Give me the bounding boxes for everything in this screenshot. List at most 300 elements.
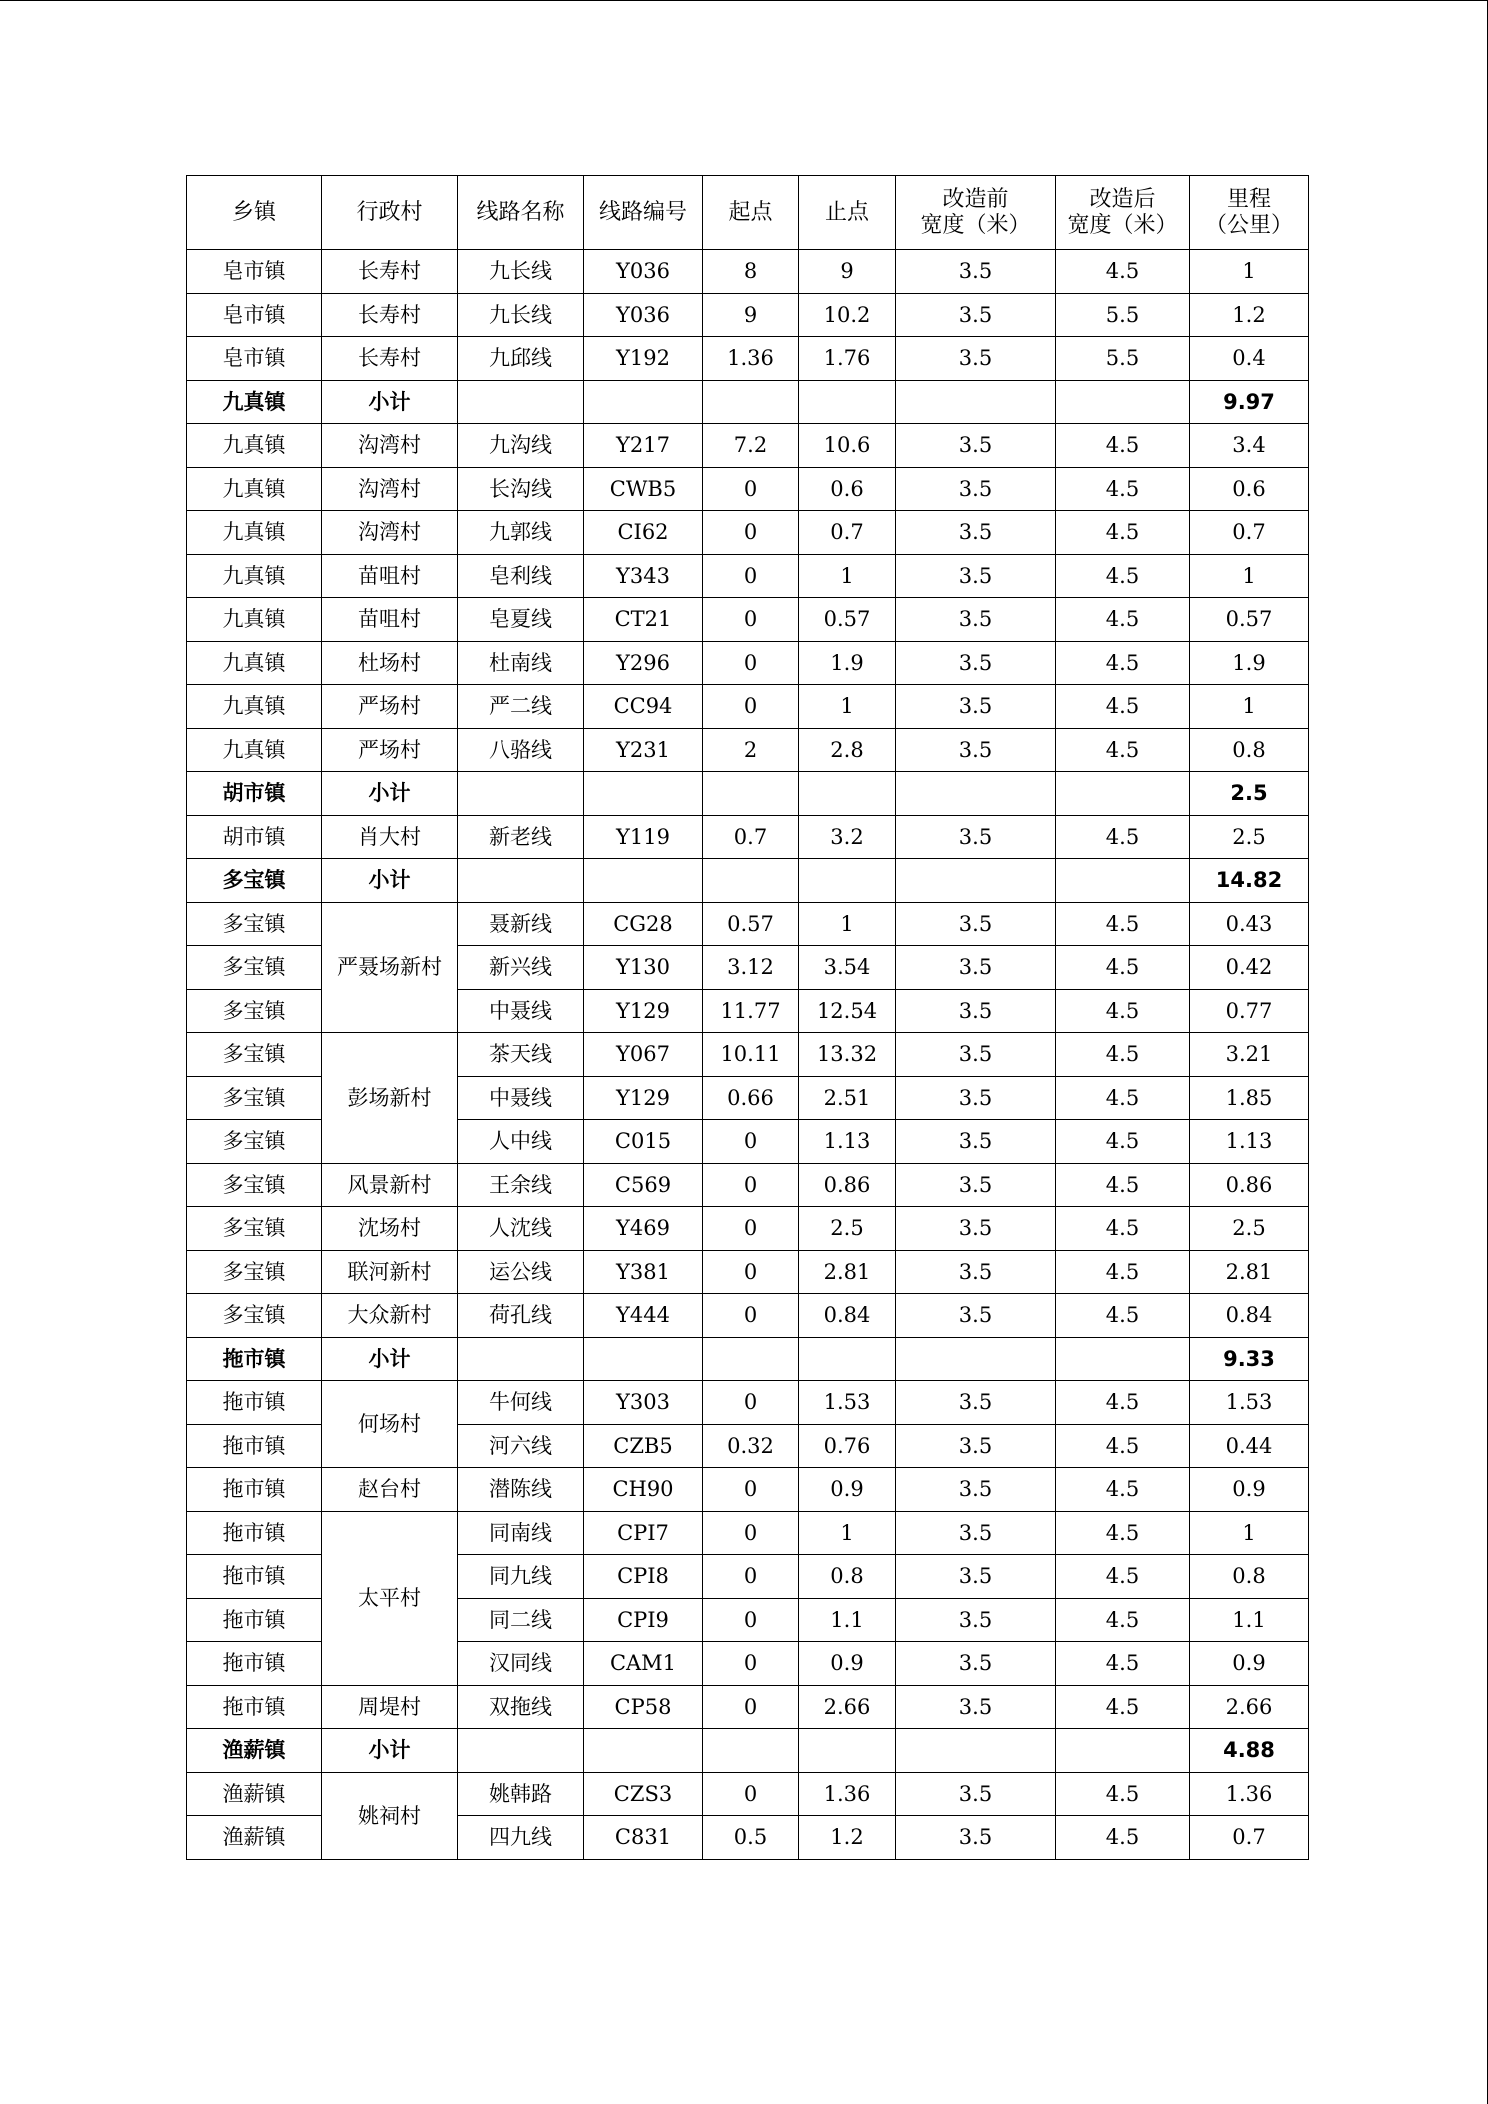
subtotal-label-cell: 小计 <box>322 380 458 424</box>
width-after-cell: 4.5 <box>1056 1816 1190 1860</box>
start-cell: 0 <box>703 1642 799 1686</box>
width-before-cell: 3.5 <box>896 1163 1056 1207</box>
subtotal-town-cell: 九真镇 <box>187 380 322 424</box>
header-label: 线路名称 <box>476 199 565 225</box>
village-cell: 肖大村 <box>322 815 458 859</box>
width-before-cell: 3.5 <box>896 467 1056 511</box>
width-before-cell: 3.5 <box>896 1772 1056 1816</box>
mileage-cell: 1.13 <box>1190 1120 1309 1164</box>
subtotal-label-cell: 小计 <box>322 1729 458 1773</box>
route-code-cell: CPI7 <box>584 1511 703 1555</box>
mileage-cell: 2.66 <box>1190 1685 1309 1729</box>
empty-cell <box>799 772 896 816</box>
start-cell: 0.66 <box>703 1076 799 1120</box>
town-cell: 胡市镇 <box>187 815 322 859</box>
town-cell: 多宝镇 <box>187 989 322 1033</box>
route-name-cell: 九郭线 <box>458 511 584 555</box>
empty-cell <box>896 859 1056 903</box>
header-route-code <box>584 176 703 250</box>
header-width-after <box>1056 176 1190 250</box>
empty-cell <box>703 1337 799 1381</box>
empty-cell <box>799 1337 896 1381</box>
subtotal-mileage-cell: 9.97 <box>1190 380 1309 424</box>
mileage-cell: 1.2 <box>1190 293 1309 337</box>
table-row <box>187 685 1309 729</box>
mileage-cell: 0.6 <box>1190 467 1309 511</box>
width-after-cell: 4.5 <box>1056 467 1190 511</box>
route-name-cell: 长沟线 <box>458 467 584 511</box>
village-cell: 长寿村 <box>322 250 458 294</box>
route-code-cell: CC94 <box>584 685 703 729</box>
table-header <box>187 176 1309 250</box>
table-row <box>187 598 1309 642</box>
route-code-cell: Y343 <box>584 554 703 598</box>
start-cell: 0 <box>703 1468 799 1512</box>
start-cell: 11.77 <box>703 989 799 1033</box>
mileage-cell: 2.81 <box>1190 1250 1309 1294</box>
end-cell: 3.54 <box>799 946 896 990</box>
width-before-cell: 3.5 <box>896 598 1056 642</box>
header-label-unit: （公里） <box>1204 212 1293 238</box>
end-cell: 1.53 <box>799 1381 896 1425</box>
town-cell: 皂市镇 <box>187 337 322 381</box>
village-cell: 长寿村 <box>322 337 458 381</box>
end-cell: 2.66 <box>799 1685 896 1729</box>
town-cell: 多宝镇 <box>187 1294 322 1338</box>
route-name-cell: 同九线 <box>458 1555 584 1599</box>
empty-cell <box>458 859 584 903</box>
route-name-cell: 新老线 <box>458 815 584 859</box>
route-code-cell: CPI8 <box>584 1555 703 1599</box>
village-cell: 联河新村 <box>322 1250 458 1294</box>
mileage-cell: 1 <box>1190 685 1309 729</box>
table-row <box>187 467 1309 511</box>
end-cell: 1.13 <box>799 1120 896 1164</box>
town-cell: 九真镇 <box>187 598 322 642</box>
route-name-cell: 河六线 <box>458 1424 584 1468</box>
route-name-cell: 王余线 <box>458 1163 584 1207</box>
route-name-cell: 双拖线 <box>458 1685 584 1729</box>
header-label: 起点 <box>728 199 773 225</box>
start-cell: 9 <box>703 293 799 337</box>
width-before-cell: 3.5 <box>896 1120 1056 1164</box>
town-cell: 拖市镇 <box>187 1685 322 1729</box>
route-code-cell: CPI9 <box>584 1598 703 1642</box>
subtotal-row <box>187 1337 1309 1381</box>
table-row <box>187 641 1309 685</box>
route-name-cell: 四九线 <box>458 1816 584 1860</box>
start-cell: 0 <box>703 467 799 511</box>
subtotal-row <box>187 1729 1309 1773</box>
village-cell: 何场村 <box>322 1381 458 1468</box>
empty-cell <box>896 772 1056 816</box>
start-cell: 0 <box>703 511 799 555</box>
width-before-cell: 3.5 <box>896 250 1056 294</box>
width-after-cell: 4.5 <box>1056 554 1190 598</box>
route-code-cell: C569 <box>584 1163 703 1207</box>
empty-cell <box>584 380 703 424</box>
town-cell: 皂市镇 <box>187 250 322 294</box>
route-code-cell: Y129 <box>584 989 703 1033</box>
end-cell: 2.81 <box>799 1250 896 1294</box>
route-name-cell: 潜陈线 <box>458 1468 584 1512</box>
end-cell: 0.6 <box>799 467 896 511</box>
end-cell: 3.2 <box>799 815 896 859</box>
width-before-cell: 3.5 <box>896 728 1056 772</box>
empty-cell <box>584 859 703 903</box>
header-row <box>187 176 1309 250</box>
village-cell: 赵台村 <box>322 1468 458 1512</box>
town-cell: 多宝镇 <box>187 1250 322 1294</box>
subtotal-mileage-cell: 4.88 <box>1190 1729 1309 1773</box>
route-name-cell: 人沈线 <box>458 1207 584 1251</box>
route-name-cell: 皂夏线 <box>458 598 584 642</box>
width-after-cell: 4.5 <box>1056 1250 1190 1294</box>
route-code-cell: Y303 <box>584 1381 703 1425</box>
route-code-cell: Y231 <box>584 728 703 772</box>
village-cell: 太平村 <box>322 1511 458 1685</box>
village-cell: 严场村 <box>322 685 458 729</box>
route-code-cell: Y067 <box>584 1033 703 1077</box>
subtotal-town-cell: 多宝镇 <box>187 859 322 903</box>
table-row <box>187 1207 1309 1251</box>
empty-cell <box>896 1729 1056 1773</box>
header-start <box>703 176 799 250</box>
town-cell: 拖市镇 <box>187 1642 322 1686</box>
width-after-cell: 4.5 <box>1056 1163 1190 1207</box>
header-town <box>187 176 322 250</box>
start-cell: 0 <box>703 1555 799 1599</box>
start-cell: 0.5 <box>703 1816 799 1860</box>
empty-cell <box>584 1337 703 1381</box>
header-mileage <box>1190 176 1309 250</box>
road-upgrade-table <box>186 175 1309 1860</box>
mileage-cell: 3.21 <box>1190 1033 1309 1077</box>
empty-cell <box>584 772 703 816</box>
table-row <box>187 1381 1309 1425</box>
start-cell: 2 <box>703 728 799 772</box>
village-cell: 风景新村 <box>322 1163 458 1207</box>
table-row <box>187 1163 1309 1207</box>
start-cell: 0 <box>703 1120 799 1164</box>
header-village <box>322 176 458 250</box>
width-before-cell: 3.5 <box>896 1381 1056 1425</box>
town-cell: 多宝镇 <box>187 1163 322 1207</box>
end-cell: 10.2 <box>799 293 896 337</box>
header-width-before <box>896 176 1056 250</box>
route-name-cell: 姚韩路 <box>458 1772 584 1816</box>
start-cell: 0 <box>703 554 799 598</box>
town-cell: 渔薪镇 <box>187 1772 322 1816</box>
route-code-cell: CH90 <box>584 1468 703 1512</box>
subtotal-row <box>187 772 1309 816</box>
mileage-cell: 0.7 <box>1190 1816 1309 1860</box>
end-cell: 1.1 <box>799 1598 896 1642</box>
village-cell: 大众新村 <box>322 1294 458 1338</box>
start-cell: 0.32 <box>703 1424 799 1468</box>
empty-cell <box>896 380 1056 424</box>
table-row <box>187 1294 1309 1338</box>
width-before-cell: 3.5 <box>896 1685 1056 1729</box>
route-code-cell: Y119 <box>584 815 703 859</box>
end-cell: 0.86 <box>799 1163 896 1207</box>
village-cell: 严场村 <box>322 728 458 772</box>
route-name-cell: 中聂线 <box>458 1076 584 1120</box>
village-cell: 周堤村 <box>322 1685 458 1729</box>
width-after-cell: 4.5 <box>1056 1120 1190 1164</box>
table-row <box>187 1511 1309 1555</box>
mileage-cell: 1.9 <box>1190 641 1309 685</box>
village-cell: 长寿村 <box>322 293 458 337</box>
table-row <box>187 815 1309 859</box>
village-cell: 彭场新村 <box>322 1033 458 1164</box>
width-after-cell: 4.5 <box>1056 424 1190 468</box>
village-cell: 沟湾村 <box>322 424 458 468</box>
town-cell: 九真镇 <box>187 728 322 772</box>
empty-cell <box>703 772 799 816</box>
route-name-cell: 八骆线 <box>458 728 584 772</box>
start-cell: 8 <box>703 250 799 294</box>
width-before-cell: 3.5 <box>896 337 1056 381</box>
start-cell: 0 <box>703 1685 799 1729</box>
route-name-cell: 新兴线 <box>458 946 584 990</box>
route-name-cell: 茶天线 <box>458 1033 584 1077</box>
subtotal-town-cell: 拖市镇 <box>187 1337 322 1381</box>
subtotal-town-cell: 渔薪镇 <box>187 1729 322 1773</box>
empty-cell <box>1056 859 1190 903</box>
end-cell: 1 <box>799 685 896 729</box>
mileage-cell: 0.77 <box>1190 989 1309 1033</box>
width-after-cell: 4.5 <box>1056 815 1190 859</box>
town-cell: 多宝镇 <box>187 946 322 990</box>
subtotal-row <box>187 859 1309 903</box>
empty-cell <box>584 1729 703 1773</box>
empty-cell <box>799 1729 896 1773</box>
width-after-cell: 4.5 <box>1056 1685 1190 1729</box>
mileage-cell: 0.86 <box>1190 1163 1309 1207</box>
village-cell: 苗咀村 <box>322 598 458 642</box>
subtotal-mileage-cell: 14.82 <box>1190 859 1309 903</box>
mileage-cell: 0.8 <box>1190 1555 1309 1599</box>
route-code-cell: Y469 <box>584 1207 703 1251</box>
mileage-cell: 1.1 <box>1190 1598 1309 1642</box>
width-after-cell: 4.5 <box>1056 728 1190 772</box>
empty-cell <box>703 380 799 424</box>
width-after-cell: 4.5 <box>1056 1772 1190 1816</box>
start-cell: 0 <box>703 598 799 642</box>
route-name-cell: 中聂线 <box>458 989 584 1033</box>
empty-cell <box>703 859 799 903</box>
header-route-name <box>458 176 584 250</box>
route-code-cell: CT21 <box>584 598 703 642</box>
subtotal-row <box>187 380 1309 424</box>
route-code-cell: Y192 <box>584 337 703 381</box>
width-after-cell: 4.5 <box>1056 1642 1190 1686</box>
route-name-cell: 同二线 <box>458 1598 584 1642</box>
width-after-cell: 4.5 <box>1056 902 1190 946</box>
end-cell: 2.8 <box>799 728 896 772</box>
width-after-cell: 4.5 <box>1056 685 1190 729</box>
start-cell: 0 <box>703 1294 799 1338</box>
start-cell: 0 <box>703 641 799 685</box>
width-before-cell: 3.5 <box>896 424 1056 468</box>
town-cell: 多宝镇 <box>187 1120 322 1164</box>
subtotal-label-cell: 小计 <box>322 772 458 816</box>
page-frame-top <box>0 0 1488 1</box>
town-cell: 渔薪镇 <box>187 1816 322 1860</box>
header-label: 改造后 <box>1089 186 1156 212</box>
end-cell: 1 <box>799 902 896 946</box>
table-row <box>187 1772 1309 1816</box>
width-after-cell: 5.5 <box>1056 337 1190 381</box>
table-row <box>187 293 1309 337</box>
empty-cell <box>1056 772 1190 816</box>
table-row <box>187 902 1309 946</box>
width-after-cell: 4.5 <box>1056 511 1190 555</box>
width-after-cell: 4.5 <box>1056 1511 1190 1555</box>
table-body <box>187 250 1309 1860</box>
mileage-cell: 0.9 <box>1190 1642 1309 1686</box>
end-cell: 1 <box>799 554 896 598</box>
end-cell: 9 <box>799 250 896 294</box>
empty-cell <box>799 859 896 903</box>
route-name-cell: 杜南线 <box>458 641 584 685</box>
width-before-cell: 3.5 <box>896 815 1056 859</box>
town-cell: 多宝镇 <box>187 1076 322 1120</box>
width-before-cell: 3.5 <box>896 1468 1056 1512</box>
route-name-cell: 荷孔线 <box>458 1294 584 1338</box>
route-name-cell: 九长线 <box>458 250 584 294</box>
width-before-cell: 3.5 <box>896 1598 1056 1642</box>
route-name-cell: 人中线 <box>458 1120 584 1164</box>
route-name-cell: 九邱线 <box>458 337 584 381</box>
start-cell: 0 <box>703 1250 799 1294</box>
town-cell: 拖市镇 <box>187 1555 322 1599</box>
header-end <box>799 176 896 250</box>
end-cell: 1.9 <box>799 641 896 685</box>
subtotal-mileage-cell: 9.33 <box>1190 1337 1309 1381</box>
table-row <box>187 424 1309 468</box>
table-row <box>187 728 1309 772</box>
width-after-cell: 4.5 <box>1056 1076 1190 1120</box>
end-cell: 0.8 <box>799 1555 896 1599</box>
mileage-cell: 0.44 <box>1190 1424 1309 1468</box>
header-label: 止点 <box>824 199 869 225</box>
town-cell: 九真镇 <box>187 641 322 685</box>
start-cell: 0 <box>703 1381 799 1425</box>
town-cell: 拖市镇 <box>187 1381 322 1425</box>
end-cell: 0.9 <box>799 1642 896 1686</box>
width-after-cell: 4.5 <box>1056 946 1190 990</box>
start-cell: 0.57 <box>703 902 799 946</box>
town-cell: 九真镇 <box>187 685 322 729</box>
town-cell: 多宝镇 <box>187 902 322 946</box>
route-code-cell: C831 <box>584 1816 703 1860</box>
header-label: 改造前 <box>942 186 1009 212</box>
town-cell: 九真镇 <box>187 467 322 511</box>
route-code-cell: Y129 <box>584 1076 703 1120</box>
end-cell: 13.32 <box>799 1033 896 1077</box>
width-before-cell: 3.5 <box>896 293 1056 337</box>
end-cell: 12.54 <box>799 989 896 1033</box>
village-cell: 沈场村 <box>322 1207 458 1251</box>
route-code-cell: CZB5 <box>584 1424 703 1468</box>
town-cell: 九真镇 <box>187 424 322 468</box>
width-before-cell: 3.5 <box>896 902 1056 946</box>
village-cell: 姚祠村 <box>322 1772 458 1859</box>
width-before-cell: 3.5 <box>896 1033 1056 1077</box>
width-before-cell: 3.5 <box>896 989 1056 1033</box>
mileage-cell: 2.5 <box>1190 815 1309 859</box>
header-label-unit: 宽度（米） <box>1067 212 1178 238</box>
table-row <box>187 554 1309 598</box>
mileage-cell: 0.57 <box>1190 598 1309 642</box>
start-cell: 0 <box>703 685 799 729</box>
empty-cell <box>1056 380 1190 424</box>
width-before-cell: 3.5 <box>896 1424 1056 1468</box>
town-cell: 多宝镇 <box>187 1207 322 1251</box>
empty-cell <box>1056 1729 1190 1773</box>
mileage-cell: 1 <box>1190 554 1309 598</box>
route-code-cell: Y130 <box>584 946 703 990</box>
mileage-cell: 0.8 <box>1190 728 1309 772</box>
route-code-cell: Y444 <box>584 1294 703 1338</box>
end-cell: 1.2 <box>799 1816 896 1860</box>
start-cell: 3.12 <box>703 946 799 990</box>
width-before-cell: 3.5 <box>896 1076 1056 1120</box>
header-label: 里程 <box>1226 186 1271 212</box>
width-before-cell: 3.5 <box>896 1642 1056 1686</box>
width-after-cell: 4.5 <box>1056 989 1190 1033</box>
width-after-cell: 4.5 <box>1056 641 1190 685</box>
mileage-cell: 3.4 <box>1190 424 1309 468</box>
width-after-cell: 4.5 <box>1056 1598 1190 1642</box>
width-after-cell: 4.5 <box>1056 1555 1190 1599</box>
town-cell: 拖市镇 <box>187 1511 322 1555</box>
village-cell: 沟湾村 <box>322 467 458 511</box>
mileage-cell: 0.84 <box>1190 1294 1309 1338</box>
start-cell: 0 <box>703 1163 799 1207</box>
route-code-cell: CWB5 <box>584 467 703 511</box>
empty-cell <box>1056 1337 1190 1381</box>
route-name-cell: 聂新线 <box>458 902 584 946</box>
end-cell: 0.76 <box>799 1424 896 1468</box>
mileage-cell: 1 <box>1190 1511 1309 1555</box>
table-row <box>187 1250 1309 1294</box>
route-code-cell: CP58 <box>584 1685 703 1729</box>
mileage-cell: 1.36 <box>1190 1772 1309 1816</box>
table-row <box>187 250 1309 294</box>
width-after-cell: 4.5 <box>1056 1424 1190 1468</box>
town-cell: 皂市镇 <box>187 293 322 337</box>
width-before-cell: 3.5 <box>896 1294 1056 1338</box>
route-code-cell: CZS3 <box>584 1772 703 1816</box>
start-cell: 1.36 <box>703 337 799 381</box>
end-cell: 0.57 <box>799 598 896 642</box>
width-before-cell: 3.5 <box>896 554 1056 598</box>
route-name-cell: 严二线 <box>458 685 584 729</box>
width-after-cell: 4.5 <box>1056 1033 1190 1077</box>
start-cell: 0 <box>703 1772 799 1816</box>
empty-cell <box>896 1337 1056 1381</box>
width-before-cell: 3.5 <box>896 946 1056 990</box>
town-cell: 拖市镇 <box>187 1468 322 1512</box>
subtotal-mileage-cell: 2.5 <box>1190 772 1309 816</box>
subtotal-town-cell: 胡市镇 <box>187 772 322 816</box>
mileage-cell: 0.7 <box>1190 511 1309 555</box>
route-code-cell: C015 <box>584 1120 703 1164</box>
mileage-cell: 1 <box>1190 250 1309 294</box>
